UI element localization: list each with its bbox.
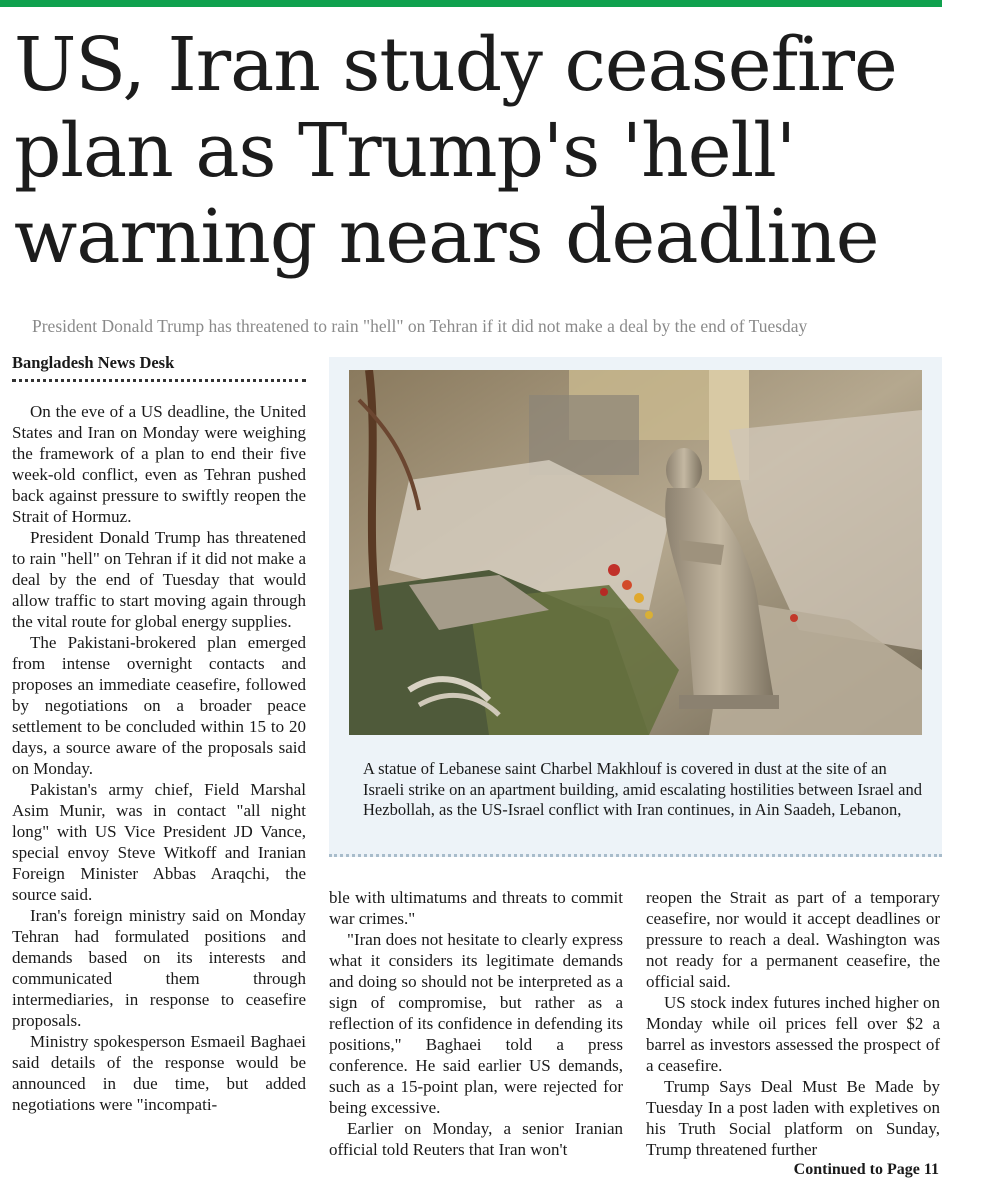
top-accent-bar: [0, 0, 942, 7]
paragraph: President Donald Trump has threatened to rain "hell" on Tehran if it did not make a deal by the end of Tuesday that would allow traffic to start moving again through the vital route for global energy supplies.: [12, 528, 306, 631]
paragraph: On the eve of a US deadline, the United States and Iran on Monday were weighing the framework of a plan to end their five week-old conflict, even as Tehran pushed back against pressure to swiftly reopen the Strait of Hormuz.: [12, 402, 306, 526]
paragraph: Pakistan's army chief, Field Marshal Asim Munir, was in contact "all night long" with US Vice President JD Vance, special envoy Steve Witkoff and Iranian Foreign Minister Abbas Araqchi, the source said.: [12, 780, 306, 904]
paragraph: US stock index futures inched higher on Monday while oil prices fell over $2 a barrel as investors assessed the prospect of a ceasefire.: [646, 993, 940, 1075]
photo-caption: A statue of Lebanese saint Charbel Makhlouf is covered in dust at the site of an Israeli strike on an apartment building, amid escalating hostilities between Israel and Hezbollah, as the US-Israel conflict with Iran continues, in Ain Saadeh, Lebanon,: [363, 759, 922, 819]
paragraph: Earlier on Monday, a senior Iranian official told Reuters that Iran won't: [329, 1119, 623, 1159]
paragraph: Trump Says Deal Must Be Made by Tuesday In a post laden with expletives on his Truth Social platform on Sunday, Trump threatened further: [646, 1077, 940, 1159]
byline: Bangladesh News Desk: [12, 353, 306, 382]
article-column-1: [12, 401, 306, 1115]
paragraph: The Pakistani-brokered plan emerged from intense overnight contacts and proposes an immediate ceasefire, followed by negotiations on a broader peace settlement to be concluded within 15 to 20 days, a source aware of the proposals said on Monday.: [12, 633, 306, 778]
paragraph: "Iran does not hesitate to clearly express what it considers its legitimate demands and doing so should not be interpreted as a sign of compromise, but rather as a reflection of its confidence in defending its positions," Baghaei told a press conference. He said earlier US demands, such as a 15-point plan, were rejected for being excessive.: [329, 930, 623, 1117]
headline-line-1: US, Iran study ceasefire: [14, 22, 897, 108]
headline: [14, 22, 944, 280]
headline-line-3: warning nears deadline: [14, 194, 879, 280]
headline-line-2: plan as Trump's 'hell': [14, 108, 796, 194]
paragraph: Ministry spokesperson Esmaeil Baghaei said details of the response would be announced in due time, but added negotiations were "incompati-: [12, 1032, 306, 1114]
photo-panel: [329, 357, 942, 857]
paragraph: Iran's foreign ministry said on Monday Tehran had formulated positions and demands based on its interests and communicated them through intermediaries, in response to ceasefire proposals.: [12, 906, 306, 1030]
subheadline: President Donald Trump has threatened to rain "hell" on Tehran if it did not make a deal by the end of Tuesday: [32, 316, 808, 336]
article-column-2: [329, 887, 623, 1160]
article-column-3: [646, 887, 940, 1160]
news-photo-statue-rubble: [349, 370, 922, 735]
continued-to-page-link[interactable]: Continued to Page 11: [793, 1161, 939, 1178]
paragraph: ble with ultimatums and threats to commit war crimes.": [329, 888, 623, 928]
paragraph: reopen the Strait as part of a temporary ceasefire, nor would it accept deadlines or pressure to reach a deal. Washington was not ready for a permanent ceasefire, the official said.: [646, 888, 940, 991]
